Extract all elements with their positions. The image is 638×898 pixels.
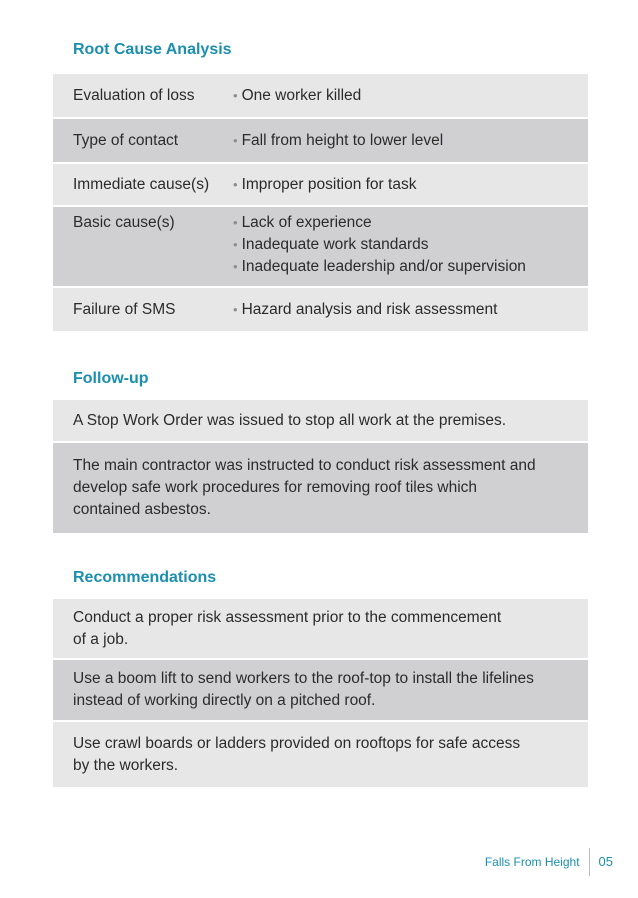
bullet-icon: •	[233, 259, 238, 274]
bullet-icon: •	[233, 87, 238, 103]
item-text: by the workers.	[73, 756, 179, 774]
row-value: Improper position for task	[241, 175, 417, 193]
bullet-icon: •	[233, 132, 238, 148]
list-item	[53, 722, 588, 789]
table-row	[53, 119, 588, 164]
item-text: Conduct a proper risk assessment prior to the commencement	[73, 608, 502, 626]
follow-up-list	[53, 400, 588, 535]
bullet-icon: •	[233, 237, 238, 252]
list-item	[53, 660, 588, 722]
item-text: Use a boom lift to send workers to the roof-top to install the lifelines	[73, 670, 534, 687]
table-row	[53, 74, 588, 119]
item-text: of a job.	[73, 630, 129, 648]
page-footer	[485, 852, 613, 876]
section-title-follow-up: Follow-up	[73, 370, 149, 387]
row-value: Hazard analysis and risk assessment	[241, 300, 498, 318]
section-title-recommendations: Recommendations	[73, 569, 217, 586]
row-label: Failure of SMS	[73, 300, 176, 318]
row-value: Lack of experience	[241, 214, 372, 231]
item-text: contained asbestos.	[73, 501, 211, 518]
row-label: Basic cause(s)	[73, 214, 175, 231]
item-text: instead of working directly on a pitched roof.	[73, 692, 376, 709]
item-text: develop safe work procedures for removing roof tiles which	[73, 479, 478, 496]
row-label: Immediate cause(s)	[73, 175, 210, 193]
table-row	[53, 207, 588, 288]
row-label: Evaluation of loss	[73, 86, 195, 104]
page-number: 05	[598, 854, 613, 869]
recommendations-list	[53, 599, 588, 789]
bullet-icon: •	[233, 215, 238, 230]
list-item	[53, 443, 588, 535]
bullet-icon: •	[233, 176, 238, 192]
item-text: The main contractor was instructed to conduct risk assessment and	[73, 457, 536, 474]
list-item	[53, 599, 588, 660]
section-title-root-cause: Root Cause Analysis	[73, 41, 232, 58]
footer-title: Falls From Height	[484, 855, 580, 869]
bullet-icon: •	[233, 301, 238, 317]
row-value: One worker killed	[241, 86, 362, 104]
table-row	[53, 164, 588, 207]
row-value: Fall from height to lower level	[241, 131, 444, 149]
row-value: Inadequate work standards	[241, 236, 429, 253]
list-item	[53, 400, 588, 443]
item-text: A Stop Work Order was issued to stop all work at the premises.	[73, 411, 507, 429]
row-value: Inadequate leadership and/or supervision	[241, 258, 526, 275]
row-label: Type of contact	[73, 131, 179, 149]
item-text: Use crawl boards or ladders provided on rooftops for safe access	[73, 734, 521, 752]
root-cause-table	[53, 74, 588, 333]
table-row	[53, 288, 588, 333]
